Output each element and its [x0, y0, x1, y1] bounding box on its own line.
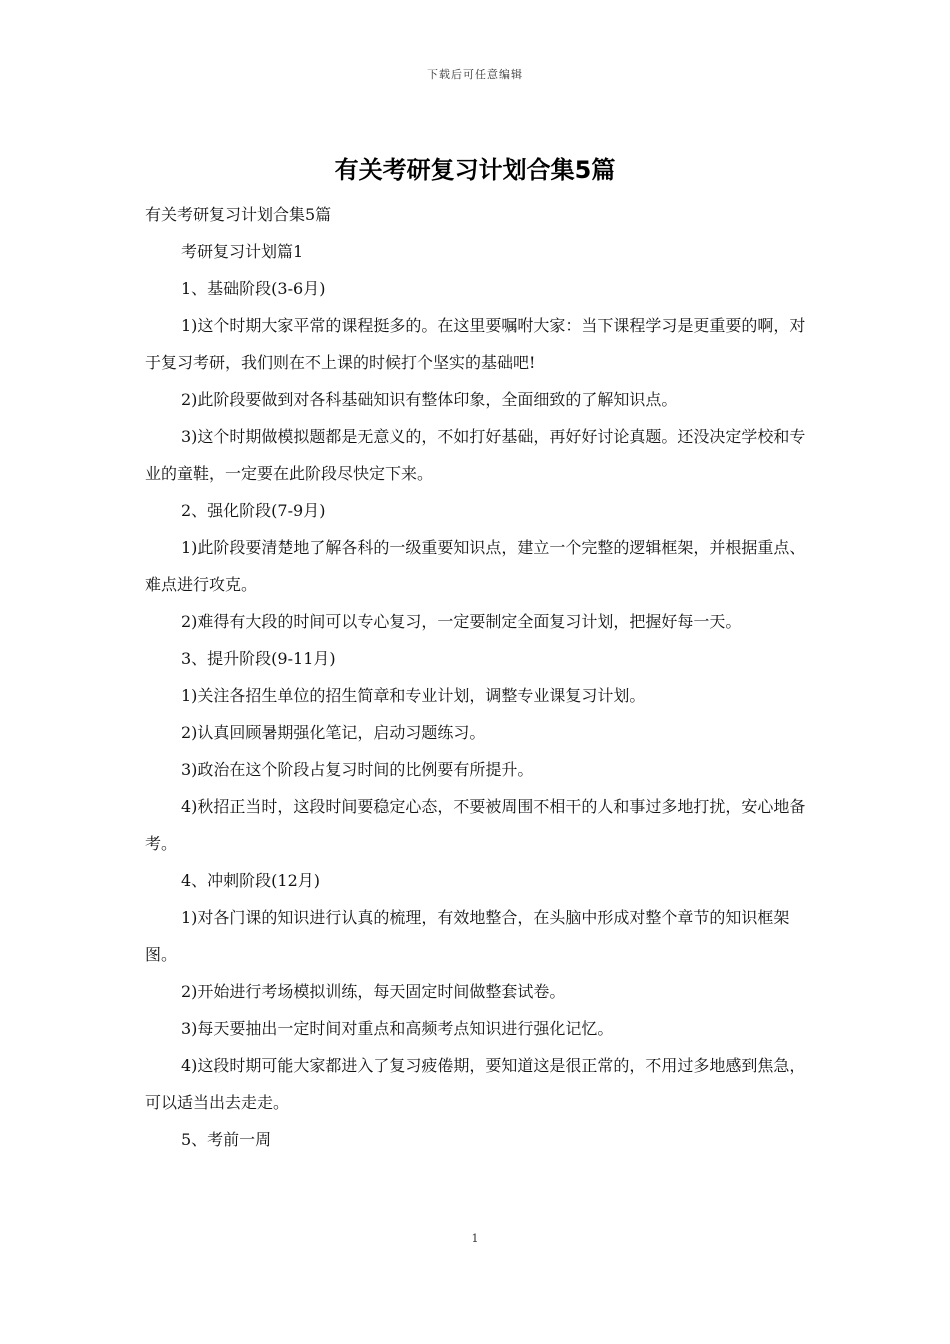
body-paragraph: 有关考研复习计划合集5篇 — [145, 205, 332, 224]
body-paragraph: 2)难得有大段的时间可以专心复习，一定要制定全面复习计划，把握好每一天。 — [181, 612, 742, 631]
body-paragraph: 4)这段时期可能大家都进入了复习疲倦期，要知道这是很正常的，不用过多地感到焦急，可以适当出去走走。 — [145, 1056, 806, 1112]
body-paragraph: 4、冲刺阶段(12月) — [181, 871, 321, 890]
body-paragraph: 3、提升阶段(9-11月) — [181, 649, 336, 668]
body-paragraph: 1)对各门课的知识进行认真的梳理，有效地整合，在头脑中形成对整个章节的知识框架图。 — [145, 908, 790, 964]
body-paragraph: 3)这个时期做模拟题都是无意义的，不如打好基础，再好好讨论真题。还没决定学校和专业的童鞋，一定要在此阶段尽快定下来。 — [145, 427, 806, 483]
body-paragraph: 3)每天要抽出一定时间对重点和高频考点知识进行强化记忆。 — [181, 1019, 614, 1038]
body-paragraph: 2)认真回顾暑期强化笔记，启动习题练习。 — [181, 723, 486, 742]
body-paragraph: 1、基础阶段(3-6月) — [181, 279, 326, 298]
document-title: 有关考研复习计划合集5篇 — [334, 156, 616, 184]
body-paragraph: 2、强化阶段(7-9月) — [181, 501, 326, 520]
body-paragraph: 2)此阶段要做到对各科基础知识有整体印象，全面细致的了解知识点。 — [181, 390, 678, 409]
body-paragraph: 1)关注各招生单位的招生简章和专业计划，调整专业课复习计划。 — [181, 686, 646, 705]
body-paragraph: 1)这个时期大家平常的课程挺多的。在这里要嘱咐大家：当下课程学习是更重要的啊，对于复习考研，我们则在不上课的时候打个坚实的基础吧! — [145, 316, 806, 372]
body-paragraph: 考研复习计划篇1 — [181, 242, 304, 261]
body-paragraph: 4)秋招正当时，这段时间要稳定心态，不要被周围不相干的人和事过多地打扰，安心地备考。 — [145, 797, 806, 853]
body-paragraph: 5、考前一周 — [181, 1130, 272, 1149]
body-paragraph: 1)此阶段要清楚地了解各科的一级重要知识点，建立一个完整的逻辑框架，并根据重点、难点进行攻克。 — [145, 538, 806, 594]
body-paragraph: 3)政治在这个阶段占复习时间的比例要有所提升。 — [181, 760, 534, 779]
header-note: 下载后可任意编辑 — [427, 68, 523, 81]
body-paragraph: 2)开始进行考场模拟训练，每天固定时间做整套试卷。 — [181, 982, 566, 1001]
page-number: 1 — [471, 1232, 479, 1245]
document-body — [145, 196, 810, 1158]
